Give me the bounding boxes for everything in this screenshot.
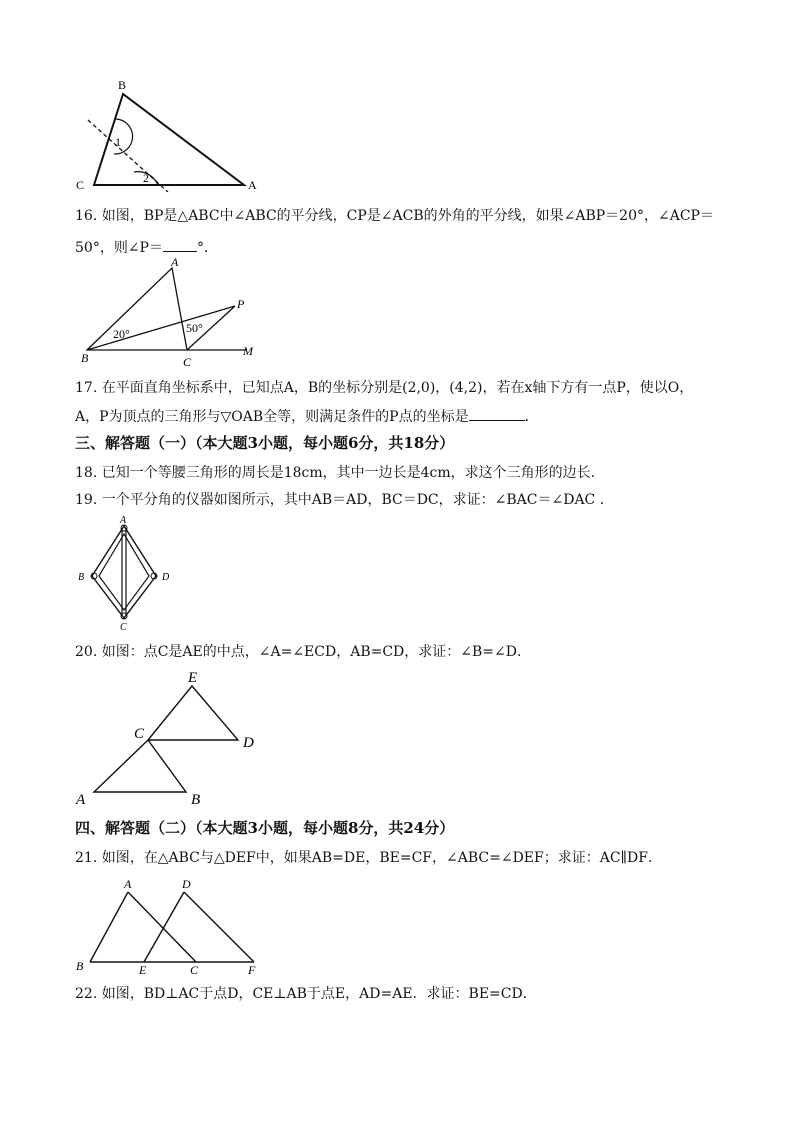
angle-1-label: 1 — [115, 135, 121, 149]
q16-line2-b: °． — [196, 240, 218, 256]
angle-2-label: 2 — [143, 171, 149, 185]
q20-text: 20. 如图：点C是AE的中点，∠A=∠ECD，AB=CD，求证：∠B=∠D． — [75, 644, 531, 660]
q17-line2-b: ． — [524, 409, 539, 425]
label-C: C — [120, 622, 127, 633]
figure-two-triangles — [72, 666, 272, 812]
q16-answer-blank[interactable] — [163, 237, 197, 252]
label-D: D — [182, 877, 191, 891]
q21-text: 21. 如图，在△ABC与△DEF中，如果AB=DE，BE=CF，∠ABC=∠DEF；求证：AC∥DF． — [75, 850, 662, 866]
label-B: B — [118, 78, 127, 92]
label-B: B — [81, 351, 89, 365]
label-C: C — [134, 726, 145, 742]
q17-line2-a: A，P为顶点的三角形与▽OAB全等，则满足条件的P点的坐标是 — [75, 409, 469, 425]
label-D: D — [162, 572, 170, 583]
angle-50-label: 50° — [186, 321, 203, 335]
label-F: F — [248, 963, 256, 977]
label-C: C — [183, 355, 192, 369]
label-A: A — [76, 792, 86, 808]
label-D: D — [243, 735, 254, 751]
angle-20-label: 20° — [113, 327, 130, 341]
figure-triangles-parallel — [72, 874, 272, 978]
figure-bisectors — [75, 258, 275, 370]
label-B: B — [76, 959, 84, 973]
section-4-title: 四、解答题（二）（本大题3小题，每小题8分，共24分） — [75, 819, 455, 837]
label-C: C — [190, 963, 199, 977]
label-A: A — [171, 258, 179, 269]
figure-triangle-angles — [70, 72, 260, 192]
q18-text: 18. 已知一个等腰三角形的周长是18cm，其中一边长是4cm，求这个三角形的边长. — [75, 465, 596, 481]
q16-line2-a: 50°，则∠P＝ — [75, 240, 163, 256]
label-A: A — [248, 178, 257, 192]
label-B: B — [191, 792, 201, 808]
q17-line2 — [75, 406, 539, 427]
section-3-title: 三、解答题（一）（本大题3小题，每小题6分，共18分） — [75, 434, 455, 452]
q16-line2 — [75, 237, 218, 258]
label-M: M — [243, 344, 253, 358]
label-P: P — [237, 297, 245, 311]
label-C: C — [76, 178, 85, 192]
label-A: A — [124, 877, 132, 891]
label-B: B — [78, 572, 85, 583]
label-E: E — [188, 670, 198, 686]
q17-line1: 17. 在平面直角坐标系中，已知点A，B的坐标分别是(2,0)，(4,2)，若在x轴下方有一点P，使以O， — [75, 380, 694, 396]
label-E: E — [139, 963, 147, 977]
q22-text: 22. 如图，BD⊥AC于点D，CE⊥AB于点E，AD=AE．求证：BE=CD． — [75, 986, 537, 1002]
q19-text: 19. 一个平分角的仪器如图所示，其中AB＝AD，BC＝DC，求证：∠BAC＝∠DAC ． — [75, 492, 614, 508]
q17-answer-blank[interactable] — [469, 406, 525, 421]
figure-bisector-instrument — [72, 514, 182, 634]
label-A: A — [120, 515, 127, 526]
q16-line1: 16. 如图，BP是△ABC中∠ABC的平分线，CP是∠ACB的外角的平分线，如果∠ABP＝20°，∠ACP＝ — [75, 208, 714, 224]
